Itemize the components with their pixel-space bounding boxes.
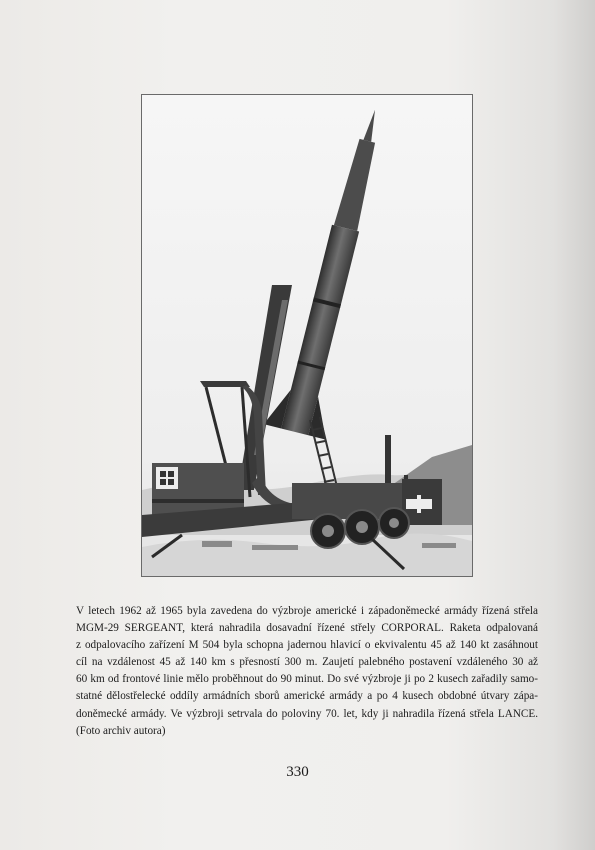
caption-line: cíl na vzdálenost 45 až 140 km s přesností 300 m. Zaujetí palebného postavení vzdáleného 30 až bbox=[76, 656, 538, 669]
missile-launcher-illustration bbox=[142, 95, 472, 576]
page-number: 330 bbox=[286, 764, 309, 780]
caption-line: statné dělostřelecké oddíly armádních sborů americké armády a po 4 kusech obdobné útvary zápa- bbox=[76, 690, 538, 703]
caption-line: z odpalovacího zařízení M 504 byla schopna jadernou hlavicí o ekvivalentu 45 až 140 kt zasáhnout bbox=[76, 639, 538, 652]
photo-caption bbox=[76, 603, 538, 740]
caption-credit: (Foto archiv autora) bbox=[76, 724, 166, 737]
caption-line: MGM-29 SERGEANT, která nahradila dosavadní řízené střely CORPORAL. Raketa odpalovaná bbox=[76, 622, 538, 635]
caption-line: 60 km od frontové linie mělo proběhnout do 90 minut. Do své výzbroje ji po 2 kusech zařadily samo- bbox=[76, 673, 538, 686]
missile-launcher-photo bbox=[141, 94, 473, 577]
caption-line: V letech 1962 až 1965 byla zavedena do výzbroje americké i západoněmecké armády řízená střela bbox=[76, 605, 538, 617]
caption-line: doněmecké armády. Ve výzbroji setrvala do poloviny 70. let, kdy ji nahradila řízená střela LANCE. bbox=[76, 707, 538, 720]
